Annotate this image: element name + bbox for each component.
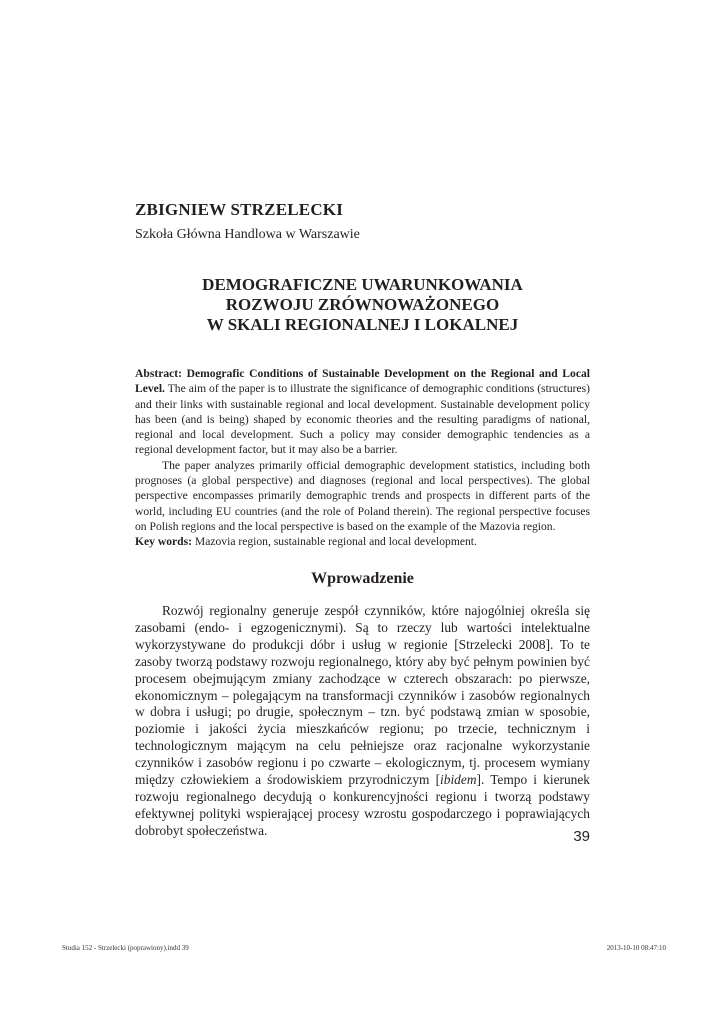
body-text-part-2: ]. Tempo i kierunek rozwoju regionalnego decydują o konkurencyjności regionu i tworzą podstawy efektywnej polityki wspierającej procesy wzrostu gospodarczego i poprawiających dobrobyt społeczeństwa. xyxy=(135,772,591,838)
author-name: ZBIGNIEW STRZELECKI xyxy=(135,200,344,219)
author-affiliation: Szkoła Główna Handlowa w Warszawie xyxy=(135,227,360,242)
abstract-text-1: The aim of the paper is to illustrate the significance of demographic conditions (structures) and their links with sustainable regional and local development. Sustainable development policy has been (and is being) shaped by economic theories and the resulting paradigms of national, regional and local development. Such a policy may consider demographic tendencies as a regional development factor, but it may also be a barrier. xyxy=(135,382,590,457)
paper-title xyxy=(135,275,590,335)
keywords-label: Key words: xyxy=(135,535,192,549)
body-text-italic: ibidem xyxy=(440,772,477,788)
section-heading: Wprowadzenie xyxy=(311,570,414,587)
abstract-label: Abstract: Demografic Conditions of Sustainable Development on the Regional and Local Level. xyxy=(135,367,590,396)
abstract-paragraph-1 xyxy=(135,366,590,458)
title-line-3: W SKALI REGIONALNEJ I LOKALNEJ xyxy=(206,315,519,334)
abstract-paragraph-2: The paper analyzes primarily official demographic development statistics, including both prognoses (a global perspective) and diagnoses (regional and local perspectives). The global perspective encompasses primarily demographic trends and prospects in different parts of the world, including EU countries (and the role of Poland therein). The regional perspective focuses on Polish regions and the local perspective is based on the example of the Mazovia region. xyxy=(135,458,590,533)
keywords xyxy=(135,534,590,549)
title-line-1: DEMOGRAFICZNE UWARUNKOWANIA xyxy=(202,275,523,294)
body-paragraph xyxy=(135,603,590,840)
footer-timestamp: 2013-10-10 08:47:10 xyxy=(606,944,666,952)
page-number: 39 xyxy=(573,828,590,845)
title-line-2: ROZWOJU ZRÓWNOWAŻONEGO xyxy=(225,295,500,314)
footer-file-info: Studia 152 - Strzelecki (poprawiony).indd 39 xyxy=(62,944,189,952)
abstract xyxy=(135,366,590,550)
keywords-text: Mazovia region, sustainable regional and local development. xyxy=(192,535,477,549)
body-text-part-1: Rozwój regionalny generuje zespół czynników, które najogólniej określa się zasobami (endo- i egzogenicznymi). Są to rzeczy lub wartości intelektualne wykorzystywane do produkcji dóbr i usług w regionie [Strzelecki 2008]. To te zasoby tworzą podstawy rozwoju regionalnego, który aby być pełnym powinien być procesem obejmującym zmiany zachodzące w czterech obszarach: po pierwsze, ekonomicznym – polegającym na transformacji czynników i zasobów regionalnych w dobra i usługi; po drugie, społecznym – tzn. być podstawą zmian w sposobie, poziomie i jakości życia mieszkańców regionu; po trzecie, technicznym i technologicznym mającym na celu pełniejsze oraz racjonalne wykorzystanie czynników i zasobów regionu i po czwarte – ekologicznym, tj. procesem wymiany między człowiekiem a środowiskiem przyrodniczym [ xyxy=(135,603,590,788)
